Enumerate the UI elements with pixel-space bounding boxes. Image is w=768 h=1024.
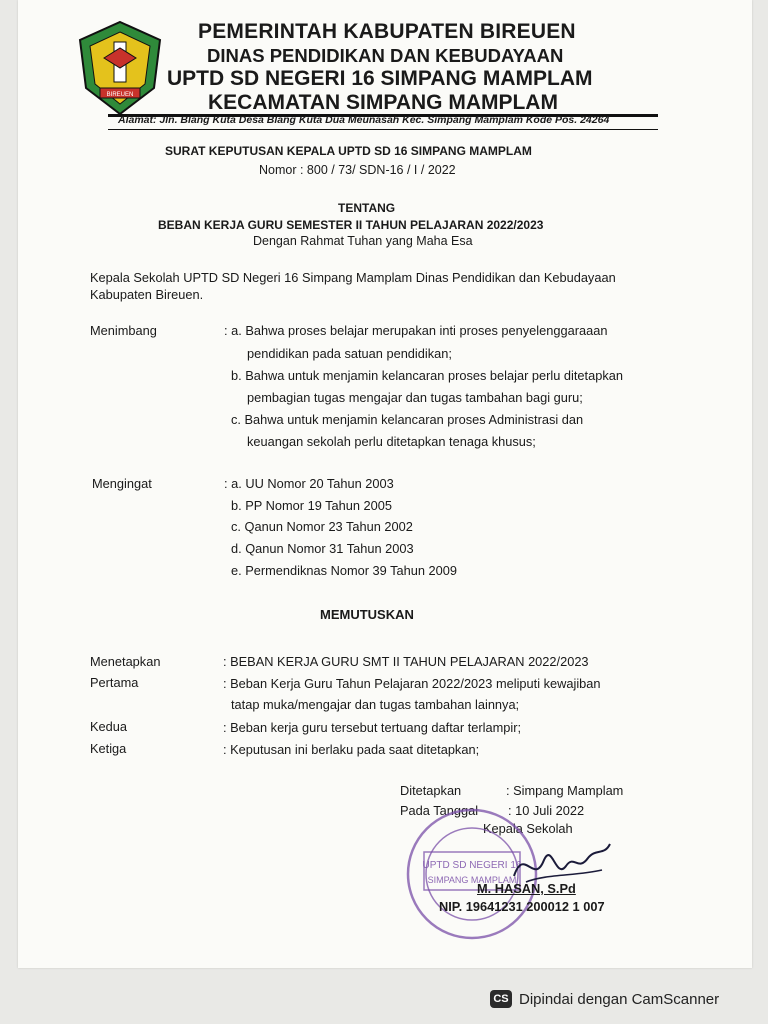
place-label: Ditetapkan — [400, 783, 462, 798]
date-value: : 10 Juli 2022 — [508, 803, 585, 818]
menimbang-line: pembagian tugas mengajar dan tugas tambahan bagi guru; — [247, 390, 583, 405]
letterhead-divider-thin — [108, 129, 658, 130]
mengingat-label: Mengingat — [92, 476, 152, 491]
decree-title: SURAT KEPUTUSAN KEPALA UPTD SD 16 SIMPANG MAMPLAM — [165, 144, 532, 158]
mengingat-line: e. Permendiknas Nomor 39 Tahun 2009 — [231, 563, 457, 578]
menimbang-line: c. Bahwa untuk menjamin kelancaran proses Administrasi dan — [231, 412, 584, 427]
logo-label: BIREUEN — [106, 92, 134, 98]
pertama-label: Pertama — [90, 675, 139, 690]
intro-line-1: Kepala Sekolah UPTD SD Negeri 16 Simpang Mamplam Dinas Pendidikan dan Kebudayaan — [90, 270, 616, 285]
blessing-line: Dengan Rahmat Tuhan yang Maha Esa — [253, 234, 473, 248]
mengingat-line: b. PP Nomor 19 Tahun 2005 — [231, 498, 393, 513]
ketiga-label: Ketiga — [90, 741, 127, 756]
letterhead-address: Alamat: Jln. Blang Kuta Desa Blang Kuta Dua Meunasah Kec. Simpang Mamplam Kode Pos. 24264 — [118, 114, 610, 126]
kedua-text: : Beban kerja guru tersebut tertuang daftar terlampir; — [223, 720, 522, 735]
menimbang-line: b. Bahwa untuk menjamin kelancaran proses belajar perlu ditetapkan — [231, 368, 623, 383]
letterhead-government: PEMERINTAH KABUPATEN BIREUEN — [198, 20, 576, 43]
menimbang-line: : a. Bahwa proses belajar merupakan inti proses penyelenggaraaan — [224, 323, 608, 338]
letterhead-department: DINAS PENDIDIKAN DAN KEBUDAYAAN — [207, 45, 564, 66]
place-value: : Simpang Mamplam — [506, 783, 624, 798]
signatory-nip: NIP. 19641231 200012 1 007 — [439, 899, 605, 914]
mengingat-line: d. Qanun Nomor 31 Tahun 2003 — [231, 541, 414, 556]
signatory-name: M. HASAN, S.Pd — [477, 881, 576, 896]
menetapkan-label: Menetapkan — [90, 654, 161, 669]
stamp-center-text: UPTD SD NEGERI 16 — [422, 860, 522, 871]
memutuskan-heading: MEMUTUSKAN — [320, 607, 414, 622]
intro-line-2: Kabupaten Bireuen. — [90, 287, 204, 302]
letterhead-district: KECAMATAN SIMPANG MAMPLAM — [208, 91, 558, 114]
menimbang-label: Menimbang — [90, 323, 157, 338]
letterhead-school: UPTD SD NEGERI 16 SIMPANG MAMPLAM — [167, 67, 593, 90]
stamp-center-text: SIMPANG MAMPLAM — [427, 875, 517, 885]
pertama-text: : Beban Kerja Guru Tahun Pelajaran 2022/2023 meliputi kewajiban — [223, 676, 601, 691]
mengingat-line: : a. UU Nomor 20 Tahun 2003 — [224, 476, 394, 491]
menetapkan-text: : BEBAN KERJA GURU SMT II TAHUN PELAJARAN 2022/2023 — [223, 654, 589, 669]
menimbang-line: pendidikan pada satuan pendidikan; — [247, 346, 452, 361]
signatory-position: Kepala Sekolah — [483, 821, 573, 836]
camscanner-watermark — [490, 988, 719, 1010]
mengingat-line: c. Qanun Nomor 23 Tahun 2002 — [231, 519, 413, 534]
ketiga-text: : Keputusan ini berlaku pada saat ditetapkan; — [223, 742, 480, 757]
date-label: Pada Tanggal — [400, 803, 479, 818]
camscanner-logo-icon: CS — [490, 990, 512, 1008]
about-label: TENTANG — [338, 201, 396, 215]
about-title: BEBAN KERJA GURU SEMESTER II TAHUN PELAJARAN 2022/2023 — [158, 218, 544, 232]
bireuen-coat-of-arms-logo — [74, 18, 166, 118]
pertama-continued: tatap muka/mengajar dan tugas tambahan lainnya; — [231, 697, 520, 712]
decree-number: Nomor : 800 / 73/ SDN-16 / I / 2022 — [259, 163, 456, 177]
menimbang-line: keuangan sekolah perlu ditetapkan tenaga khusus; — [247, 434, 536, 449]
camscanner-text: Dipindai dengan CamScanner — [519, 990, 720, 1008]
kedua-label: Kedua — [90, 719, 128, 734]
document-page — [18, 0, 752, 968]
